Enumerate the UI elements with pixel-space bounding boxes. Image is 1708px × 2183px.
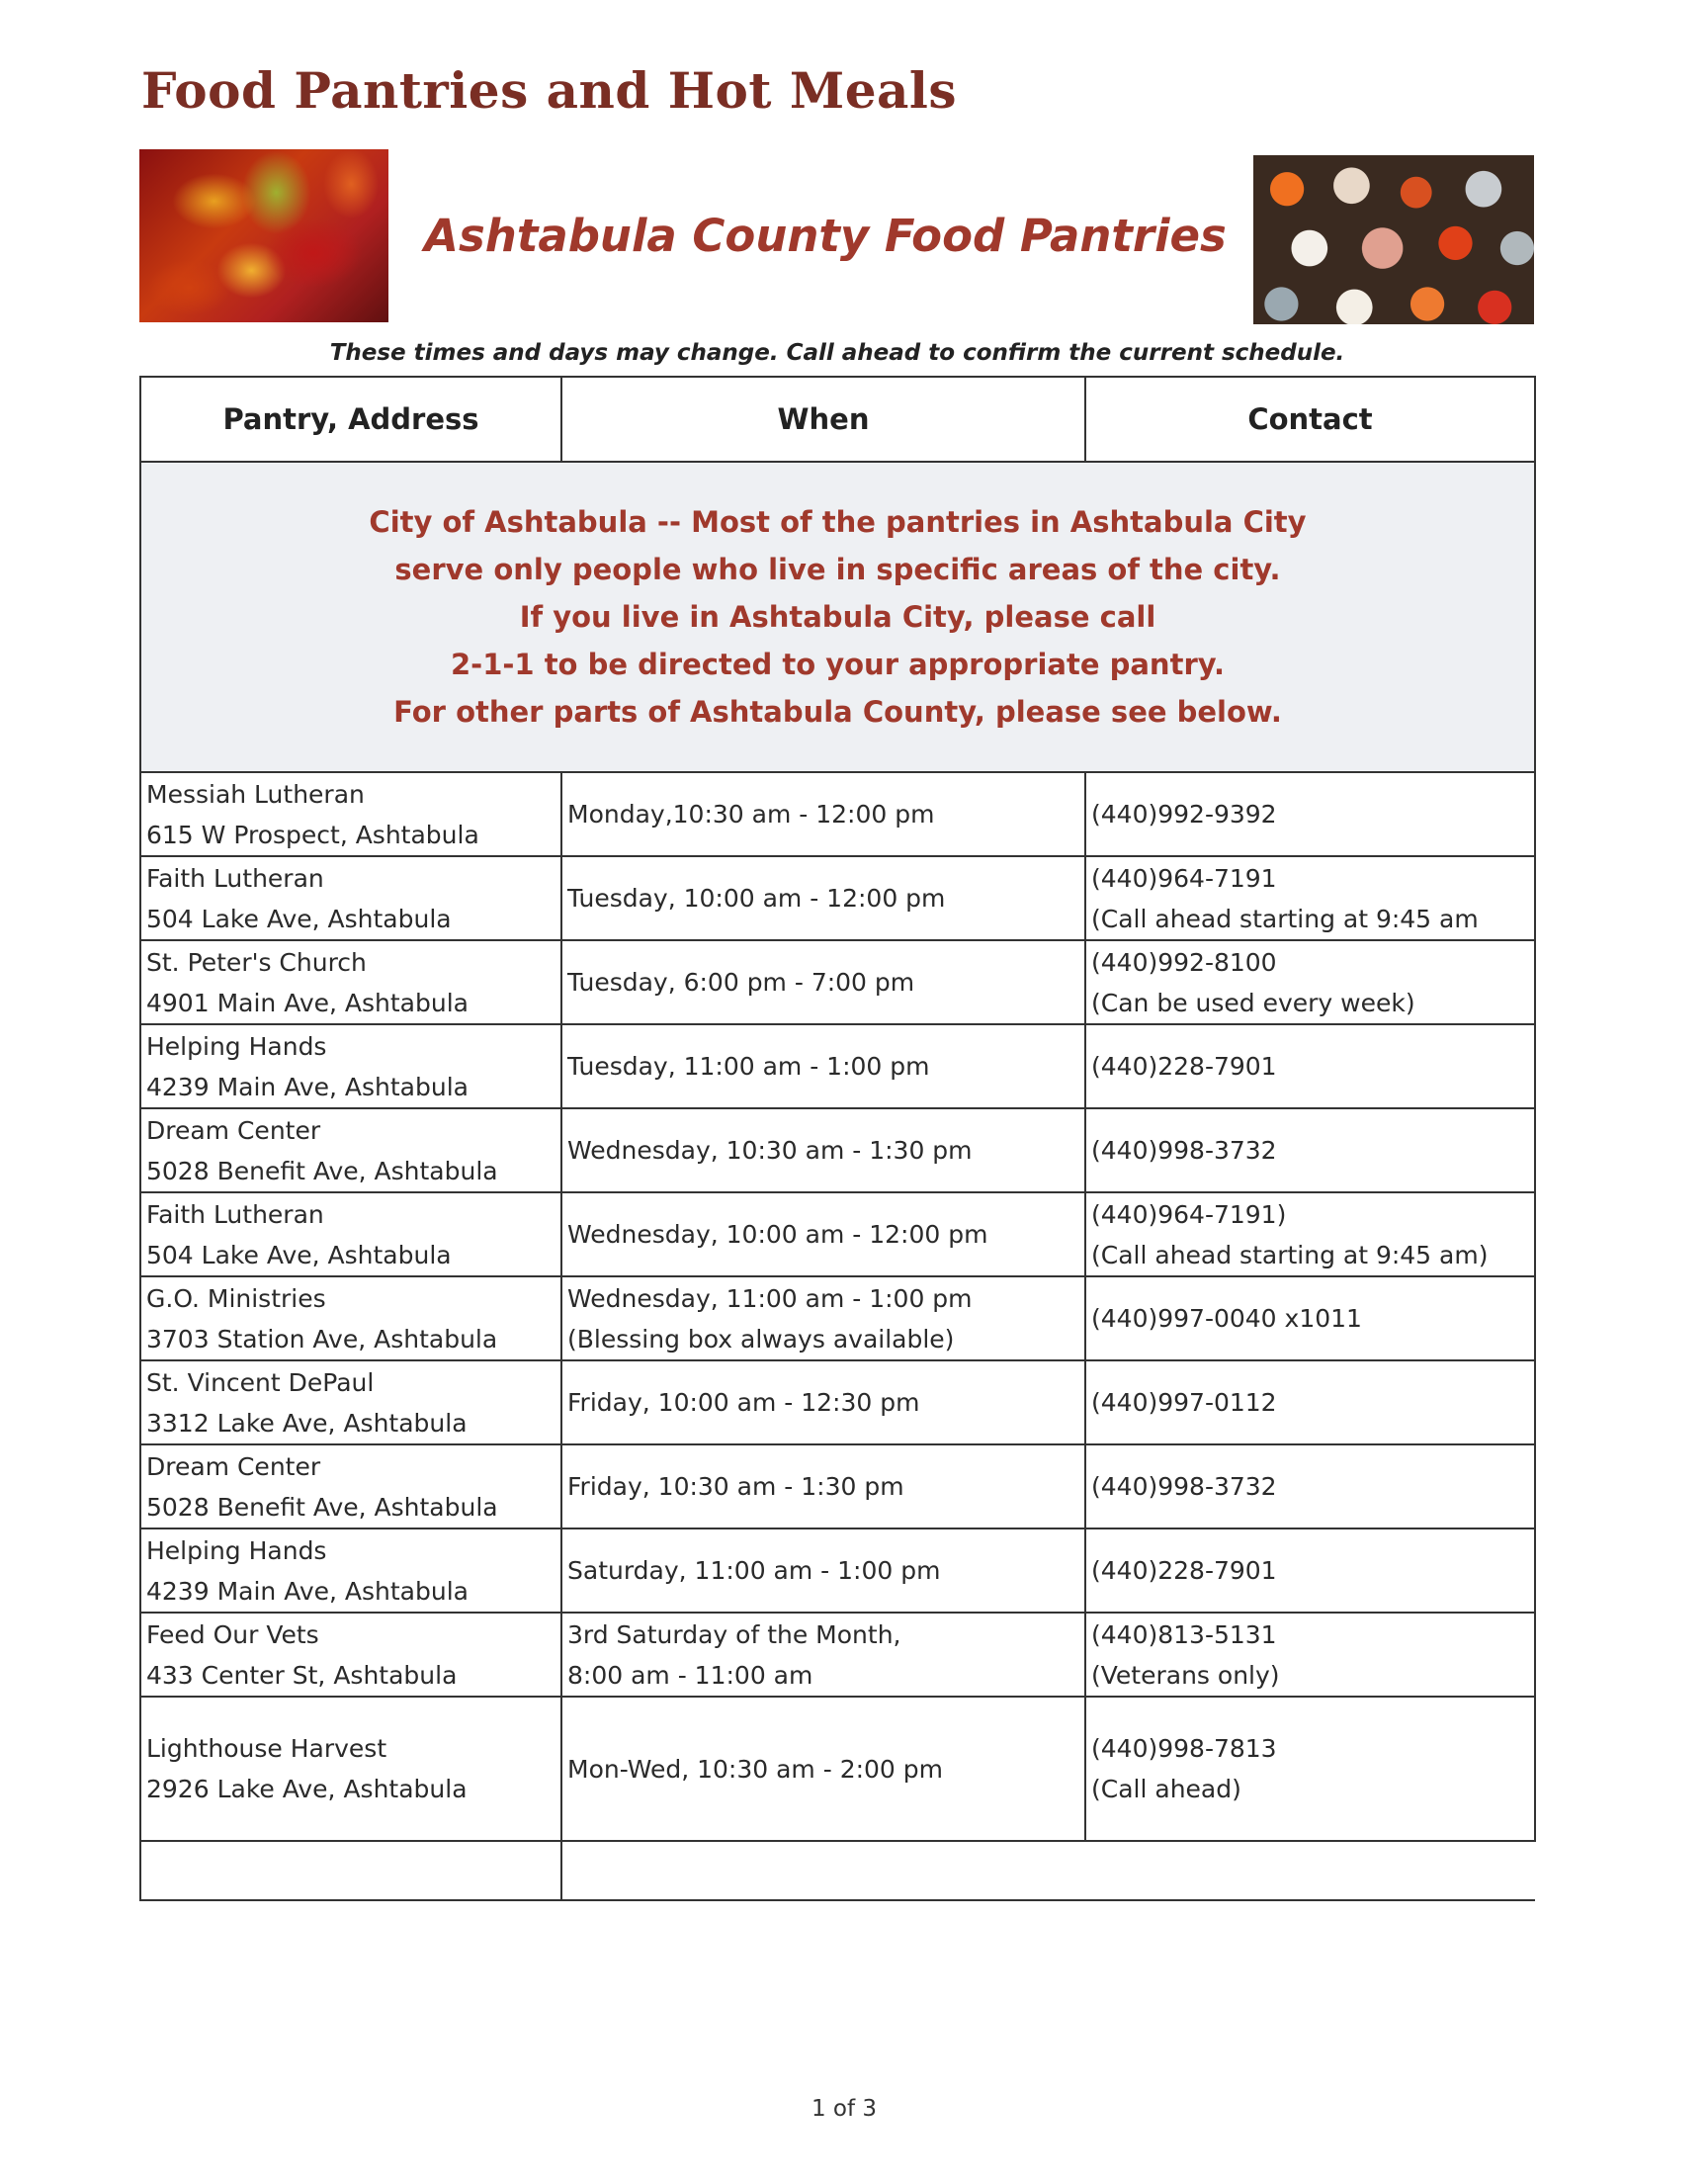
contact-cell: [1085, 1108, 1535, 1192]
when-text: Friday, 10:00 am - 12:30 pm: [567, 1388, 920, 1417]
pantry-cell: [140, 1192, 561, 1276]
pantry-name: Helping Hands: [146, 1535, 327, 1565]
table-row: [140, 1528, 1535, 1613]
pantry-cell: [140, 1276, 561, 1360]
table-row: [140, 940, 1535, 1024]
pantry-cell: [140, 1613, 561, 1697]
section-subtitle: Ashtabula County Food Pantries: [424, 210, 1227, 262]
pantry-cell: [140, 940, 561, 1024]
contact-phone: (440)998-3732: [1091, 1136, 1277, 1165]
pantry-schedule-table: [139, 376, 1536, 1901]
empty-row: [140, 1841, 1535, 1900]
pantry-cell: [140, 1444, 561, 1528]
empty-cell: [561, 1841, 1535, 1900]
when-cell: [561, 772, 1085, 856]
header-when: When: [561, 377, 1085, 462]
when-text: Friday, 10:30 am - 1:30 pm: [567, 1472, 904, 1501]
contact-phone: (440)964-7191: [1091, 863, 1277, 893]
pantry-name: Faith Lutheran: [146, 863, 324, 893]
city-notice: [140, 462, 1535, 772]
table-row: [140, 1024, 1535, 1108]
contact-note: (Call ahead starting at 9:45 am: [1091, 904, 1479, 933]
pumpkins-image: [1253, 155, 1534, 324]
when-text: (Blessing box always available): [567, 1324, 955, 1353]
pantry-address: 615 W Prospect, Ashtabula: [146, 820, 479, 849]
pantry-address: 3312 Lake Ave, Ashtabula: [146, 1408, 468, 1438]
pantry-cell: [140, 1528, 561, 1613]
when-cell: [561, 1108, 1085, 1192]
contact-phone: (440)228-7901: [1091, 1556, 1277, 1585]
header-pantry-address: Pantry, Address: [140, 377, 561, 462]
when-cell: [561, 1697, 1085, 1841]
pantry-address: 433 Center St, Ashtabula: [146, 1660, 458, 1690]
contact-phone: (440)813-5131: [1091, 1619, 1277, 1649]
contact-cell: [1085, 856, 1535, 940]
contact-cell: [1085, 1444, 1535, 1528]
pantry-name: Dream Center: [146, 1115, 321, 1145]
table-row: [140, 1192, 1535, 1276]
pantry-address: 5028 Benefit Ave, Ashtabula: [146, 1492, 498, 1522]
contact-note: (Call ahead starting at 9:45 am): [1091, 1240, 1489, 1269]
when-text: 3rd Saturday of the Month,: [567, 1619, 901, 1649]
contact-note: (Can be used every week): [1091, 988, 1415, 1017]
table-row: [140, 856, 1535, 940]
pantry-cell: [140, 772, 561, 856]
contact-phone: (440)998-3732: [1091, 1472, 1277, 1501]
table-header-row: [140, 377, 1535, 462]
when-text: Saturday, 11:00 am - 1:00 pm: [567, 1556, 941, 1585]
when-text: 8:00 am - 11:00 am: [567, 1660, 813, 1690]
contact-phone: (440)997-0112: [1091, 1388, 1277, 1417]
empty-cell: [140, 1841, 561, 1900]
table-row: [140, 772, 1535, 856]
pantry-address: 4901 Main Ave, Ashtabula: [146, 988, 469, 1017]
notice-line: serve only people who live in specific areas of the city.: [394, 553, 1281, 586]
when-cell: [561, 1613, 1085, 1697]
pantry-cell: [140, 1360, 561, 1444]
when-cell: [561, 1528, 1085, 1613]
when-cell: [561, 1192, 1085, 1276]
table-row: [140, 1444, 1535, 1528]
contact-cell: [1085, 772, 1535, 856]
notice-line: If you live in Ashtabula City, please call: [519, 600, 1156, 634]
pantry-name: St. Vincent DePaul: [146, 1367, 375, 1397]
when-cell: [561, 1360, 1085, 1444]
pantry-address: 5028 Benefit Ave, Ashtabula: [146, 1156, 498, 1185]
when-text: Wednesday, 11:00 am - 1:00 pm: [567, 1283, 973, 1313]
contact-phone: (440)998-7813: [1091, 1734, 1277, 1763]
pantry-name: Messiah Lutheran: [146, 779, 365, 809]
contact-note: (Call ahead): [1091, 1775, 1241, 1803]
pantry-name: Faith Lutheran: [146, 1199, 324, 1229]
when-text: Tuesday, 6:00 pm - 7:00 pm: [567, 968, 915, 997]
when-cell: [561, 1024, 1085, 1108]
contact-phone: (440)228-7901: [1091, 1052, 1277, 1081]
pantry-cell: [140, 856, 561, 940]
contact-phone: (440)992-9392: [1091, 800, 1277, 829]
page-number: 1 of 3: [811, 2096, 878, 2122]
when-text: Wednesday, 10:00 am - 12:00 pm: [567, 1220, 988, 1249]
when-cell: [561, 1444, 1085, 1528]
when-text: Tuesday, 10:00 am - 12:00 pm: [567, 884, 946, 913]
pantry-cell: [140, 1697, 561, 1841]
contact-phone: (440)992-8100: [1091, 947, 1277, 977]
page-title: Food Pantries and Hot Meals: [141, 61, 958, 120]
contact-cell: [1085, 1528, 1535, 1613]
pantry-name: Helping Hands: [146, 1031, 327, 1061]
table-row: [140, 1276, 1535, 1360]
when-cell: [561, 856, 1085, 940]
header-contact: Contact: [1085, 377, 1535, 462]
pantry-address: 504 Lake Ave, Ashtabula: [146, 1240, 452, 1269]
contact-cell: [1085, 1276, 1535, 1360]
when-text: Mon-Wed, 10:30 am - 2:00 pm: [567, 1754, 944, 1784]
notice-row: [140, 462, 1535, 772]
contact-cell: [1085, 1192, 1535, 1276]
notice-line: City of Ashtabula -- Most of the pantries in Ashtabula City: [369, 505, 1307, 539]
notice-line: 2-1-1 to be directed to your appropriate pantry.: [450, 648, 1225, 681]
table-row: [140, 1613, 1535, 1697]
contact-cell: [1085, 1360, 1535, 1444]
pantry-address: 2926 Lake Ave, Ashtabula: [146, 1775, 468, 1803]
pantry-name: Dream Center: [146, 1451, 321, 1481]
when-cell: [561, 940, 1085, 1024]
pantry-name: Lighthouse Harvest: [146, 1734, 387, 1763]
when-text: Tuesday, 11:00 am - 1:00 pm: [567, 1052, 930, 1081]
contact-cell: [1085, 1613, 1535, 1697]
notice-line: For other parts of Ashtabula County, please see below.: [393, 695, 1282, 729]
pantry-cell: [140, 1024, 561, 1108]
schedule-note: These times and days may change. Call ahead to confirm the current schedule.: [329, 340, 1345, 366]
table-row: [140, 1360, 1535, 1444]
when-text: Monday,10:30 am - 12:00 pm: [567, 800, 935, 829]
autumn-leaves-image: [139, 149, 388, 322]
pantry-address: 504 Lake Ave, Ashtabula: [146, 904, 452, 933]
contact-phone: (440)964-7191): [1091, 1199, 1287, 1229]
contact-cell: [1085, 1024, 1535, 1108]
pantry-address: 4239 Main Ave, Ashtabula: [146, 1072, 469, 1101]
contact-note: (Veterans only): [1091, 1660, 1280, 1690]
table-row: [140, 1697, 1535, 1841]
table-row: [140, 1108, 1535, 1192]
pantry-name: St. Peter's Church: [146, 947, 367, 977]
pantry-address: 3703 Station Ave, Ashtabula: [146, 1324, 498, 1353]
contact-cell: [1085, 940, 1535, 1024]
contact-phone: (440)997-0040 x1011: [1091, 1304, 1362, 1333]
pantry-address: 4239 Main Ave, Ashtabula: [146, 1576, 469, 1606]
when-text: Wednesday, 10:30 am - 1:30 pm: [567, 1136, 973, 1165]
pantry-cell: [140, 1108, 561, 1192]
contact-cell: [1085, 1697, 1535, 1841]
when-cell: [561, 1276, 1085, 1360]
pantry-name: G.O. Ministries: [146, 1283, 326, 1313]
pantry-name: Feed Our Vets: [146, 1619, 319, 1649]
